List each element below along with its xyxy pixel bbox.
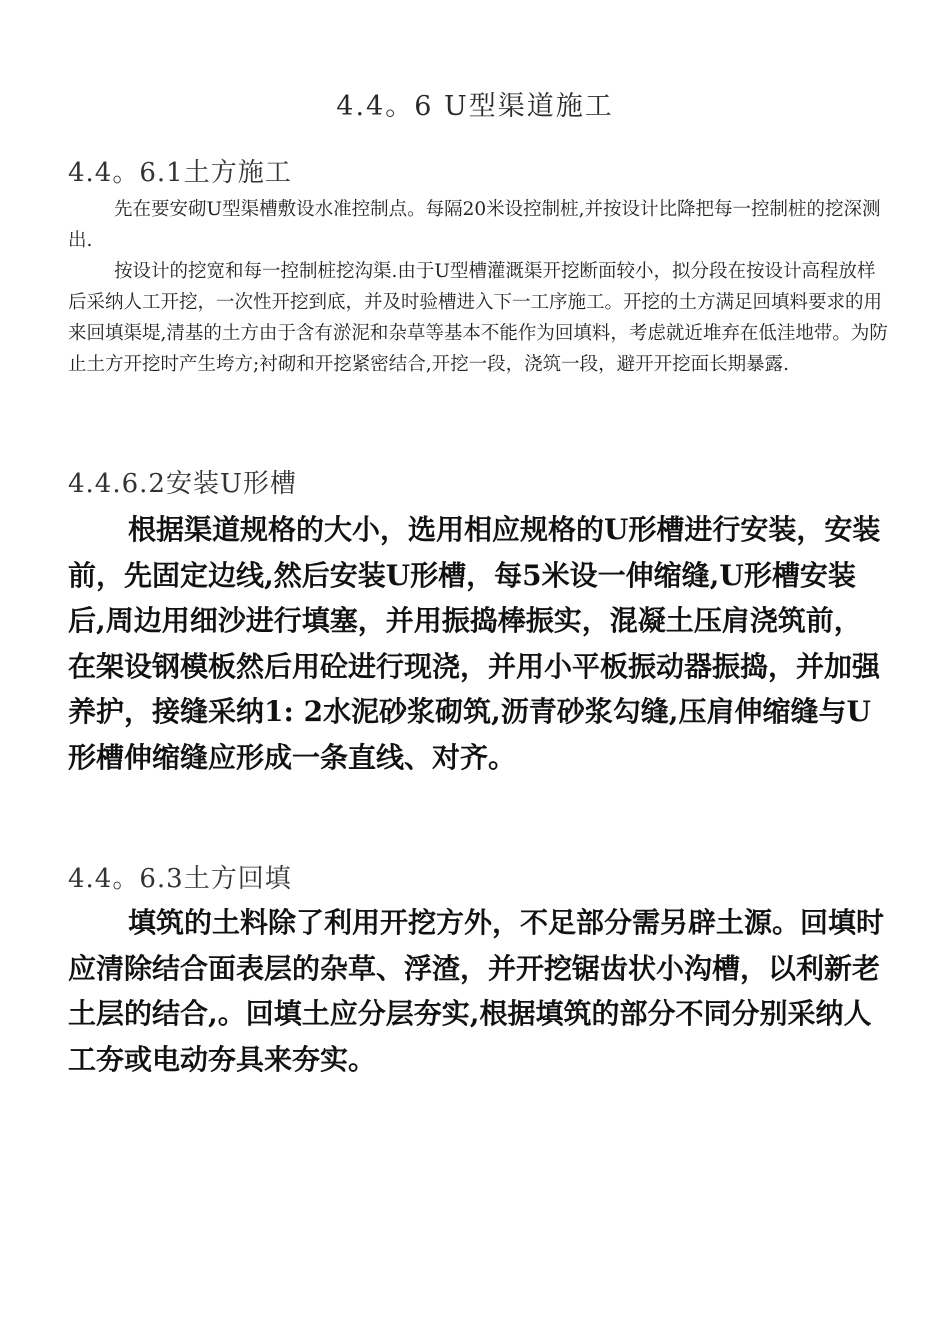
- paragraph: 根据渠道规格的大小，选用相应规格的U形槽进行安装，安装前，先固定边线,然后安装U形槽，每5米设一伸缩缝,U形槽安装后,周边用细沙进行填塞，并用振捣棒振实，混凝土压肩浇筑前，在架设钢模板然后用砼进行现浇，并用小平板振动器振捣，并加强养护，接缝采纳1: 2水泥砂浆砌筑,沥青砂浆勾缝,压肩伸缩缝与U形槽伸缩缝应形成一条直线、对齐。: [68, 513, 881, 774]
- section-body-backfill: [68, 900, 888, 1082]
- page-title: 4.4。6 U型渠道施工: [336, 91, 614, 122]
- section-body-install-u-trough: [68, 507, 888, 780]
- section-body-soil-work: [68, 194, 888, 380]
- section-heading-install-u-trough: 4.4.6.2安装U形槽: [68, 469, 297, 499]
- paragraph: 先在要安砌U型渠槽敷设水准控制点。每隔20米设控制桩,并按设计比降把每一控制桩的挖深测出.: [68, 199, 881, 251]
- section-heading-backfill: 4.4。6.3土方回填: [68, 864, 292, 894]
- section-heading-soil-work: 4.4。6.1土方施工: [68, 158, 292, 188]
- paragraph: 按设计的挖宽和每一控制桩挖沟渠.由于U型槽灌溉渠开挖断面较小，拟分段在按设计高程放样后采纳人工开挖，一次性开挖到底，并及时验槽进入下一工序施工。开挖的土方满足回填料要求的用来回填渠堤,清基的土方由于含有淤泥和杂草等基本不能作为回填料，考虑就近堆弃在低洼地带。为防止土方开挖时产生垮方;衬砌和开挖紧密结合,开挖一段，浇筑一段，避开开挖面长期暴露.: [68, 261, 888, 375]
- paragraph: 填筑的土料除了利用开挖方外，不足部分需另辟土源。回填时应清除结合面表层的杂草、浮渣，并开挖锯齿状小沟槽，以利新老土层的结合,。回填土应分层夯实,根据填筑的部分不同分别采纳人工夯或电动夯具来夯实。: [68, 906, 885, 1076]
